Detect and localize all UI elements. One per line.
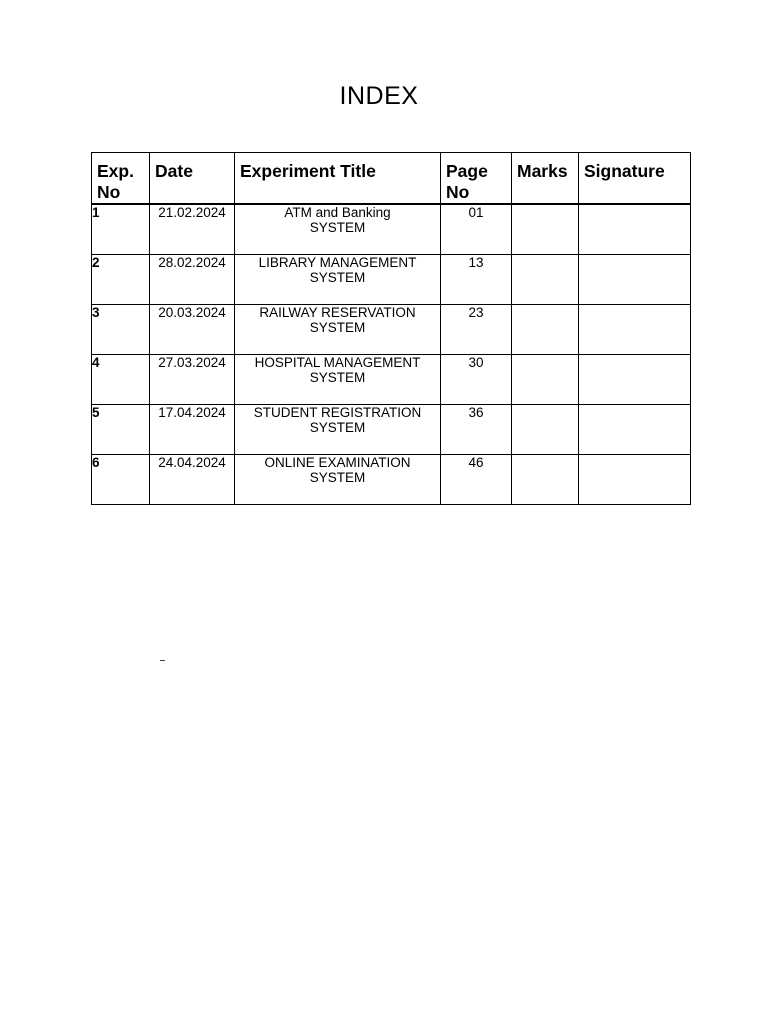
header-experiment-title: Experiment Title bbox=[235, 153, 441, 205]
title-line-1: RAILWAY RESERVATION bbox=[259, 304, 416, 320]
signature-cell bbox=[579, 404, 691, 454]
date-cell: 20.03.2024 bbox=[150, 304, 235, 354]
title-cell bbox=[235, 354, 441, 404]
date-cell: 28.02.2024 bbox=[150, 254, 235, 304]
title-line-2: SYSTEM bbox=[309, 319, 366, 335]
marks-cell bbox=[512, 354, 579, 404]
table-row bbox=[92, 304, 691, 354]
header-exp-no: Exp. No bbox=[92, 153, 150, 205]
table-row bbox=[92, 354, 691, 404]
page-no-cell: 36 bbox=[441, 404, 512, 454]
page-no-cell: 23 bbox=[441, 304, 512, 354]
date-cell: 17.04.2024 bbox=[150, 404, 235, 454]
signature-cell bbox=[579, 304, 691, 354]
title-line-2: SYSTEM bbox=[309, 369, 366, 385]
title-line-2: SYSTEM bbox=[309, 220, 366, 235]
title-cell bbox=[235, 454, 441, 504]
title-line-2: SYSTEM bbox=[309, 419, 366, 435]
title-line-1: STUDENT REGISTRATION bbox=[253, 404, 422, 420]
marks-cell bbox=[512, 254, 579, 304]
table-row bbox=[92, 254, 691, 304]
header-page-no: Page No bbox=[441, 153, 512, 205]
header-marks: Marks bbox=[512, 153, 579, 205]
marks-cell bbox=[512, 454, 579, 504]
table-row bbox=[92, 404, 691, 454]
signature-cell bbox=[579, 254, 691, 304]
marks-cell bbox=[512, 404, 579, 454]
exp-no-cell: 6 bbox=[92, 454, 150, 504]
date-cell: 21.02.2024 bbox=[150, 204, 235, 254]
exp-no-cell: 2 bbox=[92, 254, 150, 304]
page-title: INDEX bbox=[339, 82, 419, 110]
title-cell bbox=[235, 304, 441, 354]
exp-no-cell: 3 bbox=[92, 304, 150, 354]
index-table bbox=[91, 152, 691, 505]
table-row bbox=[92, 454, 691, 504]
date-cell: 24.04.2024 bbox=[150, 454, 235, 504]
table-row bbox=[92, 204, 691, 254]
page-no-cell: 46 bbox=[441, 454, 512, 504]
signature-cell bbox=[579, 204, 691, 254]
table-header-row bbox=[92, 153, 691, 205]
signature-cell bbox=[579, 454, 691, 504]
exp-no-cell: 1 bbox=[92, 204, 150, 254]
exp-no-cell: 4 bbox=[92, 354, 150, 404]
header-signature: Signature bbox=[579, 153, 691, 205]
page-no-cell: 30 bbox=[441, 354, 512, 404]
title-cell bbox=[235, 204, 441, 254]
marks-cell bbox=[512, 204, 579, 254]
title-line-2: SYSTEM bbox=[309, 269, 366, 285]
title-line-1: ONLINE EXAMINATION bbox=[264, 454, 411, 470]
signature-cell bbox=[579, 354, 691, 404]
title-line-1: LIBRARY MANAGEMENT bbox=[258, 254, 417, 270]
title-cell bbox=[235, 404, 441, 454]
marks-cell bbox=[512, 304, 579, 354]
header-date: Date bbox=[150, 153, 235, 205]
exp-no-cell: 5 bbox=[92, 404, 150, 454]
date-cell: 27.03.2024 bbox=[150, 354, 235, 404]
title-line-2: SYSTEM bbox=[309, 469, 366, 485]
title-line-1: HOSPITAL MANAGEMENT bbox=[254, 354, 421, 370]
page-no-cell: 13 bbox=[441, 254, 512, 304]
title-cell bbox=[235, 254, 441, 304]
stray-mark bbox=[160, 660, 165, 661]
page-no-cell: 01 bbox=[441, 204, 512, 254]
title-line-1: ATM and Banking bbox=[284, 205, 391, 220]
